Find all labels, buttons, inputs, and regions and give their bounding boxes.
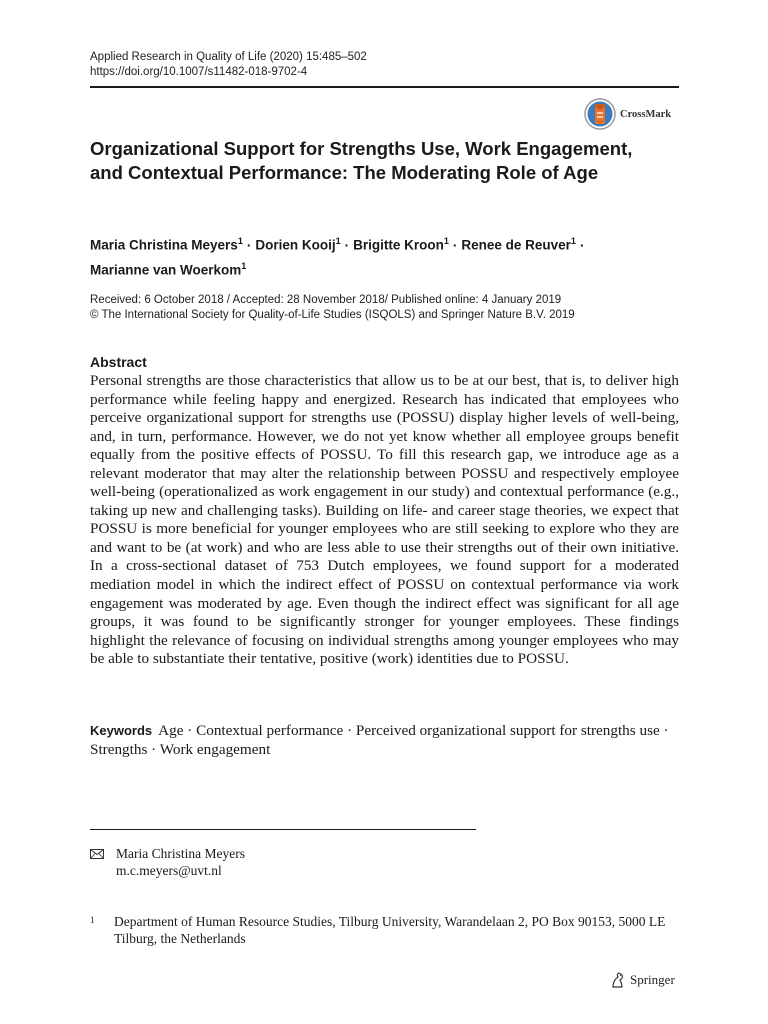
author-name: Renee de Reuver [461, 237, 571, 253]
affiliation-number: 1 [90, 915, 95, 925]
author-separator: · [344, 237, 350, 253]
crossmark-label: CrossMark [620, 108, 672, 120]
dates-line: Received: 6 October 2018 / Accepted: 28 November 2018/ Published online: 4 January 2019 [90, 294, 562, 306]
abstract-heading: Abstract [90, 354, 147, 370]
copyright-line: © The International Society for Quality-of-Life Studies (ISQOLS) and Springer Nature B.V. 2019 [90, 309, 575, 321]
publisher-name: Springer [630, 972, 675, 987]
publication-dates [90, 293, 690, 323]
publisher-logo [610, 971, 675, 989]
author-name: Brigitte Kroon [353, 237, 444, 253]
keywords-text: Age · Contextual performance · Perceived organizational support for strengths use · Strengths · Work engagement [90, 722, 669, 758]
article-title: Organizational Support for Strengths Use, Work Engagement, and Contextual Performance: The Moderating Role of Age [90, 138, 633, 183]
affiliation-mark: 1 [241, 260, 247, 271]
affiliation-mark: 1 [443, 236, 449, 246]
journal-citation: Applied Research in Quality of Life (2020) 15:485–502 [90, 51, 367, 63]
affiliation-footnote [90, 914, 679, 947]
footnote-rule [90, 829, 476, 830]
author-list [90, 231, 680, 280]
affiliation-mark: 1 [237, 236, 243, 246]
keywords-label: Keywords [90, 723, 153, 738]
affiliation-text: Department of Human Resource Studies, Tilburg University, Warandelaan 2, PO Box 90153, 5000 LE Tilburg, the Netherlands [114, 914, 666, 946]
abstract-body: Personal strengths are those characteristics that allow us to be at our best, that is, to deliver high performance while feeling happy and energized. Research has indicated that employees who perceive organizational support for strengths use (POSSU) display higher levels of well-being, and, in turn, performance. However, we do not yet know whether all employee groups benefit equally from the positive effects of POSSU. To fill this research gap, we introduce age as a relevant moderator that may alter the relationship between POSSU and respectively employee well-being (operationalized as work engagement in our study) and contextual performance (e.g., taking up new and challenging tasks). Building on life- and career stage theories, we expect that POSSU is more beneficial for younger employees who are still seeking to explore who they are and want to be (at work) and who are less able to use their strengths out of their own initiative. In a cross-sectional dataset of 753 Dutch employees, we found support for a moderated mediation model in which the indirect effect of POSSU on contextual performance via work engagement was moderated by age. Even though the indirect effect was significant for all age groups, it was found to be significantly stronger for younger employees. These findings highlight the relevance of focusing on individual strengths among younger employees who may be able to substantiate their tentative, positive (work) identities due to POSSU. [90, 372, 679, 668]
author-name: Marianne van Woerkom [90, 262, 242, 277]
author-separator: · [452, 237, 458, 253]
author-name: Maria Christina Meyers [90, 237, 238, 253]
author-separator: · [579, 237, 585, 253]
contact-email[interactable]: m.c.meyers@uvt.nl [116, 862, 222, 878]
contact-name: Maria Christina Meyers [116, 846, 245, 861]
author-separator: · [246, 237, 252, 253]
doi-link[interactable]: https://doi.org/10.1007/s11482-018-9702-4 [90, 66, 308, 78]
keywords [90, 721, 679, 759]
affiliation-mark: 1 [570, 236, 576, 246]
author-name: Dorien Kooij [255, 237, 336, 253]
corresponding-author [90, 846, 245, 879]
affiliation-mark: 1 [335, 236, 341, 246]
crossmark-badge[interactable] [584, 97, 671, 131]
crossmark-icon [584, 98, 616, 130]
springer-horse-icon [610, 971, 626, 989]
envelope-icon [90, 849, 104, 859]
header-rule [90, 86, 679, 88]
